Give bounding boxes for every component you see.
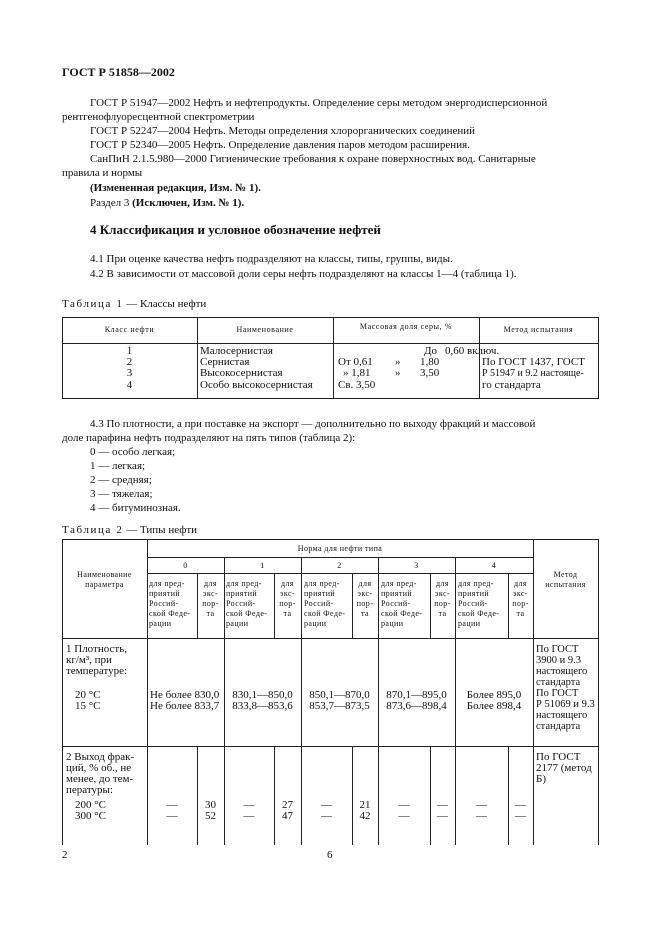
table2-yield-cell: 42 (359, 810, 371, 822)
table1-method-line: По ГОСТ 1437, ГОСТ (482, 356, 585, 368)
table2-subheader-export (352, 579, 378, 619)
param-line: ций, % об., не (66, 762, 132, 774)
type-item: 3 — тяжелая; (90, 488, 153, 500)
table2-row2-param (66, 752, 134, 796)
table1-class-cell: 3 (126, 367, 133, 379)
table2-yield-cell: — (476, 810, 487, 822)
subheader-line: для (204, 579, 217, 588)
param-line: менее, до тем- (66, 773, 134, 785)
ref-line-1: ГОСТ Р 51947—2002 Нефть и нефтепродукты. Определение серы методом энергодисперсионной (90, 97, 548, 109)
subheader-line: ской Феде- (226, 609, 268, 618)
subheader-line: та (438, 609, 447, 618)
footer-page-center: 6 (327, 849, 333, 861)
table2-yield-cell: 27 (282, 799, 293, 811)
table2-yield-cell: — (437, 799, 448, 811)
table1-sulfur-ditto: » (395, 356, 401, 368)
table2-yield-cell: — (515, 810, 526, 822)
subheader-line: Россий- (458, 599, 488, 608)
method-line: стандарта (536, 721, 581, 732)
table1-sulfur-from: От 0,61 (338, 356, 373, 368)
table2-subheader-export (430, 579, 455, 619)
method-line: 2177 (метод (536, 762, 592, 774)
method-line: По ГОСТ (536, 751, 581, 763)
table2-yield-cell: — (398, 810, 410, 822)
ref-line-4: ГОСТ Р 52340—2005 Нефть. Определение давления паров методом расширения. (90, 139, 470, 151)
table1-header-method: Метод испытания (503, 325, 574, 334)
method-line: 3900 и 9.3 (536, 655, 581, 666)
table1-class-cell: 1 (126, 345, 133, 357)
table2-density-cell: 833,8—853,6 (232, 700, 293, 712)
subheader-line: экс- (435, 589, 450, 598)
section3-note (90, 196, 244, 210)
table2-yield-cell: 21 (359, 799, 371, 811)
table2-density-cell: 830,1—850,0 (232, 689, 293, 701)
subheader-line: рации (381, 619, 404, 628)
table2-temp-15: 15 °С (75, 700, 101, 712)
table2-density-cell: 850,1—870,0 (309, 689, 370, 701)
table2-density-cell: 873,6—898,4 (386, 700, 447, 712)
subheader-line: для (514, 579, 527, 588)
method-line: стандарта (536, 677, 581, 688)
table2-yield-cell: — (476, 799, 487, 811)
subheader-line: пор- (434, 599, 451, 608)
table2-param-header: Наименование (77, 570, 132, 579)
param-line: 1 Плотность, (66, 643, 127, 655)
param-line: пературы: (66, 784, 113, 796)
table1-caption (62, 297, 206, 311)
table1-method-line: го стандарта (482, 379, 541, 391)
method-line: настоящего (536, 710, 588, 721)
table2-subheader-rf (149, 579, 190, 629)
subheader-line: та (361, 609, 369, 618)
table2-type-number: 2 (337, 561, 342, 570)
table2-density-cell: Не более 830,0 (150, 689, 220, 701)
table2-type-number: 0 (183, 561, 188, 570)
method-line: настоящего (536, 666, 588, 677)
document-header: ГОСТ Р 51858—2002 (62, 65, 175, 79)
subheader-line: рации (458, 619, 481, 628)
param-line: кг/м³, при (66, 654, 112, 666)
table2-yield-cell: — (515, 799, 526, 811)
subheader-line: та (206, 609, 215, 618)
table2-caption (62, 523, 197, 537)
subheader-line: пор- (512, 599, 529, 608)
table2-yield-cell: — (398, 799, 410, 811)
table2-row2-method (536, 752, 592, 785)
table2-type-number: 4 (491, 561, 497, 570)
subheader-line: приятий (381, 589, 413, 598)
subheader-line: рации (304, 619, 327, 628)
table2-yield-cell: 47 (282, 810, 293, 822)
table1-class-cell: 4 (126, 379, 133, 391)
table2-temp-20: 20 °С (75, 689, 101, 701)
table2-temp-200: 200 °С (75, 799, 106, 811)
table1-header-class: Класс нефти (104, 325, 155, 334)
subheader-line: ской Феде- (381, 609, 423, 618)
table2-param-header: параметра (85, 580, 124, 589)
subheader-line: для (358, 579, 372, 588)
table2-yield-cell: — (321, 810, 332, 822)
table2-density-cell: 853,7—873,5 (309, 700, 370, 712)
table2-yield-cell: — (243, 810, 255, 822)
subheader-line: приятий (304, 589, 336, 598)
footer-page-left: 2 (62, 849, 68, 861)
subheader-line: ской Феде- (149, 609, 191, 618)
table2-density-cell: Более 895,0 (466, 689, 522, 701)
table2-yield-cell: — (166, 810, 178, 822)
ref-line-6: правила и нормы (62, 167, 143, 179)
method-line: Б) (536, 773, 546, 785)
subheader-line: та (516, 609, 525, 618)
subheader-line: пор- (202, 599, 219, 608)
table2-temp-300: 300 °С (75, 810, 106, 822)
table2-yield-cell: — (437, 810, 448, 822)
subheader-line: экс- (357, 589, 373, 598)
table2-subheader-export (274, 579, 301, 619)
type-item: 4 — битуминозная. (90, 502, 181, 514)
subheader-line: рации (149, 619, 172, 628)
table2-density-cell: Более 898,4 (466, 700, 522, 712)
table2-type-number: 1 (260, 561, 265, 570)
param-line: 2 Выход фрак- (66, 751, 135, 763)
edit-note: (Измененная редакция, Изм. № 1). (90, 182, 261, 194)
section3-prefix: Раздел 3 (90, 197, 133, 209)
table1-sulfur-value: 0,60 включ. (445, 345, 500, 357)
table1-name-cell: Высокосернистая (200, 367, 283, 379)
table1-header-name: Наименование (236, 325, 294, 334)
para-4-3-line-1: 4.3 По плотности, а при поставке на экспорт — дополнительно по выходу фракций и массовой (90, 418, 536, 430)
table2-yield-cell: — (166, 799, 178, 811)
method-line: По ГОСТ (536, 688, 579, 699)
section4-heading: 4 Классификация и условное обозначение нефтей (90, 222, 381, 237)
subheader-line: Россий- (381, 599, 411, 608)
table1-caption-title: — Классы нефти (123, 298, 207, 310)
table1-method-line: Р 51947 и 9.2 настояще- (482, 368, 584, 379)
subheader-line: для пред- (381, 579, 417, 588)
table2-subheader-rf (304, 579, 345, 629)
table2-method-header: испытания (545, 580, 586, 589)
table1-caption-label: Таблица 1 (62, 298, 124, 310)
subheader-line: экс- (513, 589, 528, 598)
type-item: 2 — средняя; (90, 474, 152, 486)
table2-caption-label: Таблица 2 (62, 524, 124, 536)
subheader-line: экс- (203, 589, 218, 598)
table2-density-cell: Не более 833,7 (150, 700, 220, 712)
table2-caption-title: — Типы нефти (123, 524, 198, 536)
method-line: Р 51069 и 9.3 (536, 699, 595, 710)
subheader-line: пор- (279, 599, 296, 608)
table2-type-number: 3 (414, 561, 419, 570)
table1-sulfur-from: » 1,81 (343, 367, 371, 379)
table2-yield-cell: 30 (205, 799, 216, 811)
subheader-line: для пред- (149, 579, 185, 588)
subheader-line: для пред- (226, 579, 262, 588)
ref-line-3: ГОСТ Р 52247—2004 Нефть. Методы определения хлорорганических соединений (90, 125, 476, 137)
table2-density-cell: 870,1—895,0 (386, 689, 447, 701)
para-4-2: 4.2 В зависимости от массовой доли серы нефть подразделяют на классы 1—4 (таблица 1). (90, 268, 517, 280)
type-item: 0 — особо легкая; (90, 446, 176, 458)
subheader-line: та (283, 609, 292, 618)
table2-subheader-export (508, 579, 533, 619)
table2-row1-param (66, 644, 127, 677)
table2-subheader-export (197, 579, 224, 619)
subheader-line: ской Феде- (304, 609, 346, 618)
table2-yield-cell: — (321, 799, 332, 811)
subheader-line: для (436, 579, 449, 588)
ref-line-2: рентгенофлуоресцентной спектрометрии (62, 111, 255, 123)
table1-name-cell: Особо высокосернистая (200, 379, 313, 391)
subheader-line: экс- (280, 589, 295, 598)
subheader-line: Россий- (304, 599, 334, 608)
table2-yield-cell: 52 (205, 810, 216, 822)
table1-class-cell: 2 (126, 356, 133, 368)
subheader-line: ской Феде- (458, 609, 500, 618)
table1-sulfur-from: Св. 3,50 (338, 379, 376, 391)
para-4-1: 4.1 При оценке качества нефть подразделяют на классы, типы, группы, виды. (90, 253, 453, 265)
table1-name-cell: Малосернистая (200, 345, 273, 357)
table2-subheader-rf (458, 579, 499, 629)
ref-line-5: СанПиН 2.1.5.980—2000 Гигиенические требования к охране поверхностных вод. Санитарные (90, 153, 536, 165)
table2-subheader-rf (226, 579, 267, 629)
table2-yield-cell: — (243, 799, 255, 811)
subheader-line: для пред- (458, 579, 494, 588)
table2-row1-method (536, 644, 595, 732)
table2-method-header: Метод (553, 570, 578, 579)
table2-norm-header: Норма для нефти типа (297, 544, 383, 553)
section3-excluded: (Исключен, Изм. № 1). (132, 197, 245, 209)
table2-subheader-rf (381, 579, 422, 629)
para-4-3-line-2: доле парафина нефть подразделяют на пять типов (таблица 2): (62, 432, 356, 444)
table1-sulfur-prefix: До (424, 345, 438, 357)
method-line: По ГОСТ (536, 644, 579, 655)
table1-header-sulfur: Массовая доля серы, % (359, 322, 453, 331)
param-line: температуре: (66, 665, 128, 677)
subheader-line: Россий- (149, 599, 179, 608)
subheader-line: приятий (458, 589, 490, 598)
table1-sulfur-value: 3,50 (420, 367, 440, 379)
subheader-line: приятий (226, 589, 258, 598)
subheader-line: Россий- (226, 599, 256, 608)
subheader-line: для пред- (304, 579, 340, 588)
table1-sulfur-ditto: » (395, 367, 401, 379)
subheader-line: для (281, 579, 294, 588)
subheader-line: пор- (356, 599, 374, 608)
table1-name-cell: Сернистая (200, 356, 250, 368)
type-item: 1 — легкая; (90, 460, 146, 472)
subheader-line: приятий (149, 589, 181, 598)
table1-sulfur-value: 1,80 (420, 356, 440, 368)
subheader-line: рации (226, 619, 249, 628)
